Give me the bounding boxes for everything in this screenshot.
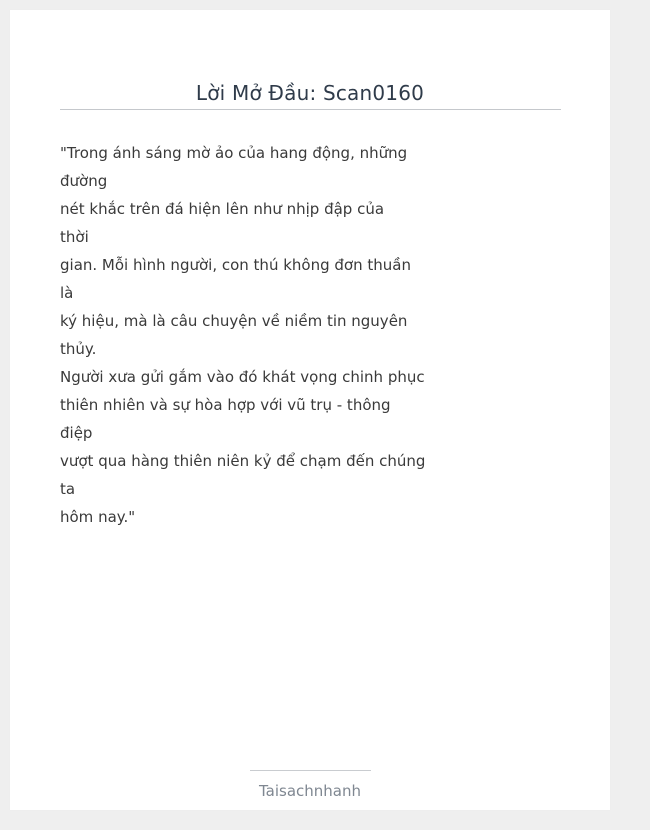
- text-line: điệp: [60, 424, 93, 442]
- text-line: ký hiệu, mà là câu chuyện về niềm tin nguyên: [60, 312, 408, 330]
- footer-source: Taisachnhanh: [258, 782, 362, 800]
- intro-quote: [60, 139, 426, 531]
- text-line: gian. Mỗi hình người, con thú không đơn thuần: [60, 256, 411, 274]
- document-page: [10, 10, 610, 810]
- text-line: Người xưa gửi gắm vào đó khát vọng chinh phục: [60, 368, 425, 386]
- page-title: Lời Mở Đầu: Scan0160: [195, 81, 425, 105]
- text-line: vượt qua hàng thiên niên kỷ để chạm đến chúng: [60, 452, 426, 470]
- title-divider: [60, 109, 561, 110]
- text-line: thủy.: [60, 340, 97, 358]
- text-line: "Trong ánh sáng mờ ảo của hang động, những: [60, 144, 408, 162]
- text-line: đường: [60, 172, 108, 190]
- text-line: là: [60, 284, 74, 302]
- text-line: hôm nay.": [60, 508, 136, 526]
- text-line: thiên nhiên và sự hòa hợp với vũ trụ - thông: [60, 396, 391, 414]
- footer-divider: [250, 770, 371, 771]
- text-line: ta: [60, 480, 76, 498]
- text-line: thời: [60, 228, 89, 246]
- text-line: nét khắc trên đá hiện lên như nhịp đập của: [60, 200, 385, 218]
